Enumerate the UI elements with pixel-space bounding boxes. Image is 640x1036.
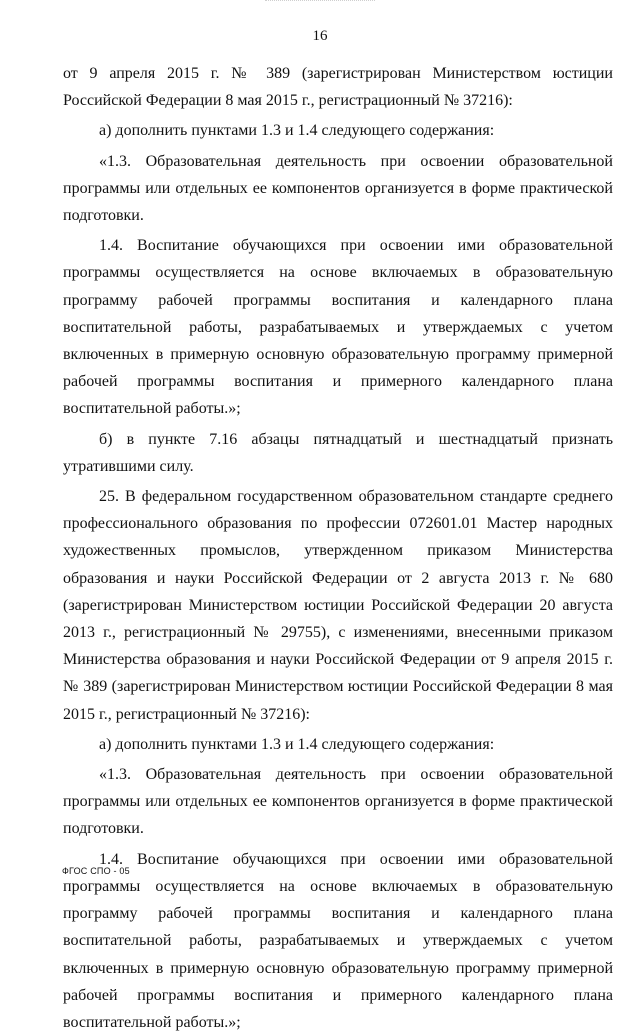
page-number: 16 bbox=[312, 28, 328, 44]
paragraph-item-b: б) в пункте 7.16 абзацы пятнадцатый и шестнадцатый признать утратившими силу. bbox=[63, 430, 613, 475]
paragraph-item-a: а) дополнить пунктами 1.3 и 1.4 следующего содержания: bbox=[99, 122, 495, 140]
document-body bbox=[63, 60, 613, 1036]
paragraph-section-25: 25. В федеральном государственном образовательном стандарте среднего профессионального образования по профессии 072601.01 Мастер народных художественных промыслов, утвержденном приказом Министерства образования и науки Российской Федерации от 2 августа 2013 г. № 680 (зарегистрирован Министерством юстиции Российской Федерации 20 августа 2013 г., регистрационный № 29755), с изменениями, внесенными приказом Министерства образования и науки Российской Федерации от 9 апреля 2015 г. № 389 (зарегистрирован Министерством юстиции Российской Федерации 8 мая 2015 г., регистрационный № 37216): bbox=[63, 488, 613, 723]
paragraph-continuation: от 9 апреля 2015 г. № 389 (зарегистрирован Министерством юстиции Российской Федерации 8 мая 2015 г., регистрационный № 37216): bbox=[63, 65, 613, 110]
paragraph-item-a-second: а) дополнить пунктами 1.3 и 1.4 следующего содержания: bbox=[99, 735, 495, 753]
scan-edge-mark bbox=[265, 0, 375, 3]
paragraph-1-4: 1.4. Воспитание обучающихся при освоении ими образовательной программы осуществляется на основе включаемых в образовательную программу рабочей программы воспитания и календарного плана воспитательной работы, разрабатываемых и утверждаемых с учетом включенных в примерную основную образовательную программу примерной рабочей программы воспитания и примерного календарного плана воспитательной работы.»; bbox=[63, 237, 613, 418]
paragraph-quote-1-3: «1.3. Образовательная деятельность при освоении образовательной программы или отдельных ее компонентов организуется в форме практической подготовки. bbox=[63, 152, 613, 225]
paragraph-quote-1-3-second: «1.3. Образовательная деятельность при освоении образовательной программы или отдельных ее компонентов организуется в форме практической подготовки. bbox=[63, 766, 613, 838]
footer-code: ФГОС СПО - 05 bbox=[62, 866, 130, 876]
paragraph-1-4-second: 1.4. Воспитание обучающихся при освоении ими образовательной программы осуществляется на основе включаемых в образовательную программу рабочей программы воспитания и календарного плана воспитательной работы, разрабатываемых и утверждаемых с учетом включенных в примерную основную образовательную программу примерной рабочей программы воспитания и примерного календарного плана воспитательной работы.»; bbox=[63, 850, 613, 1031]
